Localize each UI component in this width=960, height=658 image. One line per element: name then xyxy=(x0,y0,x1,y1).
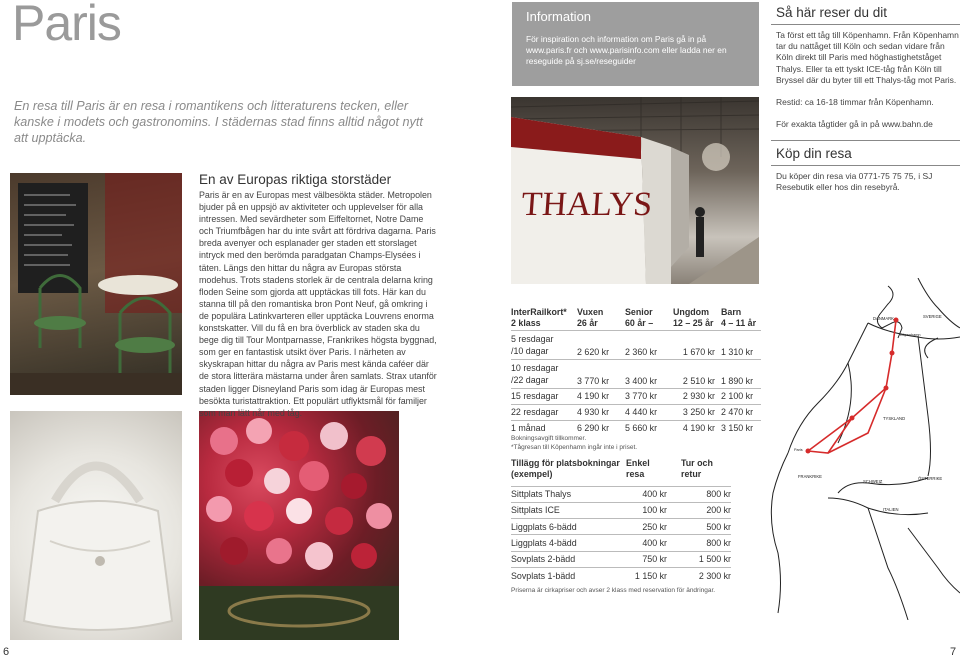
table-header: Tillägg för platsbokningar (exempel) xyxy=(511,458,620,479)
fees-note: Priserna är cirkapriser och avser 2 klass med reservation för ändringar. xyxy=(511,587,716,594)
map-label-switzerland: SCHWEIZ xyxy=(863,479,883,484)
table-row: Liggplats 4-bädd 400 kr 800 kr xyxy=(511,535,731,551)
booking-divider xyxy=(771,140,960,141)
table-row: Sittplats ICE 100 kr 200 kr xyxy=(511,502,731,518)
table-row: 1 månad 6 290 kr 5 660 kr 4 190 kr 3 150 kr xyxy=(511,420,761,436)
table-row: 10 resdagar /22 dagar 3 770 kr 3 400 kr 2 510 kr 1 890 kr xyxy=(511,359,761,388)
booking-body: Du köper din resa via 0771-75 75 75, i SJ Resebutik eller hos din resebyrå. xyxy=(776,171,933,193)
route-map xyxy=(768,278,960,620)
table-row: 22 resdagar 4 930 kr 4 440 kr 3 250 kr 2 470 kr xyxy=(511,404,761,420)
map-label-france: FRANKRIKE xyxy=(798,474,822,479)
table-row: Sovplats 1-bädd 1 150 kr 2 300 kr xyxy=(511,567,731,583)
info-box xyxy=(512,2,759,86)
table-header: Senior 60 år – xyxy=(625,307,654,328)
paris-marker xyxy=(806,449,811,454)
map-label-copenhagen: Köpenhamn xyxy=(900,333,921,337)
interrail-note-2: *Tågresan till Köpenhamn ingår inte i priset. xyxy=(511,444,638,451)
route-line xyxy=(808,320,896,453)
intro-text: En resa till Paris är en resa i romantikens och litteraturens tecken, eller kanske i modets och gastronomins. I städernas stad finns alltid något nytt att upptäcka. xyxy=(14,99,423,145)
table-row: Sittplats Thalys 400 kr 800 kr xyxy=(511,486,731,502)
interrail-note-1: Bokningsavgift tillkommer. xyxy=(511,435,587,442)
train-logo-text: THALYS xyxy=(520,186,654,223)
travel-divider xyxy=(771,24,960,25)
page-title: Paris xyxy=(12,0,121,51)
travel-duration: Restid: ca 16-18 timmar från Köpenhamn. xyxy=(776,97,934,107)
thalys-train-photo xyxy=(511,97,759,284)
table-header: Barn 4 – 11 år xyxy=(721,307,757,328)
map-label-paris: Paris xyxy=(794,448,803,452)
map-label-germany: TYSKLAND xyxy=(883,416,906,421)
map-label-austria: ÖSTERRIKE xyxy=(918,476,943,481)
table-header: Tur och retur xyxy=(681,458,713,479)
fees-header-row xyxy=(511,458,731,486)
copenhagen-marker xyxy=(894,318,899,323)
interrail-header-row xyxy=(511,306,761,330)
page-number-right: 7 xyxy=(950,646,957,658)
map-label-sweden: SVERIGE xyxy=(923,314,942,319)
table-row: 15 resdagar 4 190 kr 3 770 kr 2 930 kr 2 100 kr xyxy=(511,388,761,404)
handbag-photo xyxy=(10,411,182,640)
table-header: Enkel resa xyxy=(626,458,650,479)
section-body: Paris är en av Europas mest välbesökta städer. Metropolen bjuder på en uppsjö av aktiviteter och upplevelser för alla intressen. Med sevärdheter som Eiffeltornet, Notre Dame och Triumfbågen har du inte svårt att fördriva dagarna. Paris breda avenyer och esplanader ger staden ett storslaget intryck med den berömda paradgatan Champs-Elysées i täten. Längs den hittar du några av Europas största modehus. Trots stadens storlek är de centrala delarna kring floden Seine som gjorda att upptäckas till fots. Här kan du stanna till på den romantiska bron Pont Neuf, gå omkring i de populära Latinkvarteren eller upptäcka Louvrens enorma konstskatter. Vill du få en bra överblick av staden ska du bege dig till Tour Montparnasse, Frankrikes högsta byggnad, som ger en fantastisk utsikt över Paris. I närheten av skyskrapan hittar du några av Paris mest kända caféer där de stora litterära mästarna under åren samlats. Strax utanför staden ligger Disneyland Paris som idag är Europas mest besökta turistattraktion. Ett populärt utflyktsmål för familjer som man lätt når med tåg. xyxy=(199,190,437,418)
table-header: Ungdom 12 – 25 år xyxy=(673,307,714,328)
travel-heading: Så här reser du dit xyxy=(776,5,888,20)
info-heading: Information xyxy=(526,9,592,24)
table-row: Liggplats 6-bädd 250 kr 500 kr xyxy=(511,519,731,535)
booking-divider-2 xyxy=(771,165,960,166)
table-header: InterRailkort* 2 klass xyxy=(511,307,567,328)
booking-heading: Köp din resa xyxy=(776,146,852,161)
flowers-photo xyxy=(199,411,399,640)
table-row: Sovplats 2-bädd 750 kr 1 500 kr xyxy=(511,551,731,567)
table-row: 5 resdagar /10 dagar 2 620 kr 2 360 kr 1 670 kr 1 310 kr xyxy=(511,330,761,359)
page-number-left: 6 xyxy=(3,646,10,658)
seat-fees-table xyxy=(511,458,731,584)
info-body: För inspiration och information om Paris gå in på www.paris.fr och www.parisinfo.com eller ladda ner en reseguide på sj.se/reseguider xyxy=(526,34,727,66)
map-label-denmark: DANMARK xyxy=(873,316,894,321)
map-label-italy: ITALIEN xyxy=(883,507,899,512)
cafe-photo xyxy=(10,173,182,395)
travel-exact-times: För exakta tågtider gå in på www.bahn.de xyxy=(776,119,933,129)
section-heading: En av Europas riktiga storstäder xyxy=(199,172,392,187)
travel-body: Ta först ett tåg till Köpenhamn. Från Köpenhamn tar du nattåget till Köln och sedan vidare från Köln direkt till Paris med höghastighetståget Thalys. Eller ta ett tyskt ICE-tåg från Köln till Bryssel där du byter till ett Thalys-tåg mot Paris. xyxy=(776,30,959,85)
table-header: Vuxen 26 år xyxy=(577,307,604,328)
interrail-price-table xyxy=(511,306,761,436)
